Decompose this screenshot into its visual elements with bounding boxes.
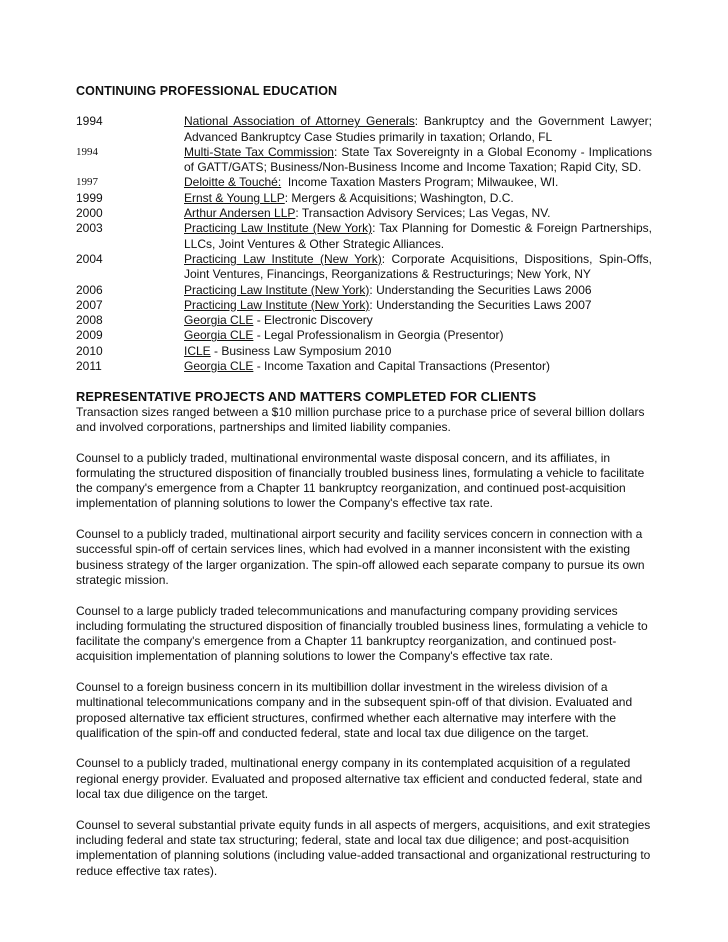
education-detail: : Corporate Acquisitions, Dispositions, Spin-Offs, Joint Ventures, Financings, Reorganizations & Restructurings; New York, NY [184, 251, 652, 282]
education-year: 1999 [76, 190, 103, 205]
education-org: Georgia CLE [184, 328, 254, 343]
projects-paragraph: Counsel to a publicly traded, multinational energy company in its contemplated acquisition of a regulated regional energy provider. Evaluated and proposed alternative tax efficient and conducted federal, state and local tax due diligence on the target. [76, 756, 643, 802]
education-org: Deloitte & Touché: [184, 175, 282, 190]
education-year: 2007 [76, 297, 103, 312]
education-description [184, 175, 652, 190]
education-detail: : Transaction Advisory Services; Las Vegas, NV. [295, 206, 551, 221]
education-entry-1997 [76, 175, 652, 190]
education-entry-2010 [76, 344, 652, 359]
education-entry-2006 [76, 283, 652, 298]
education-org: National Association of Attorney Generals [184, 114, 415, 129]
education-description [184, 328, 652, 343]
education-detail: Income Taxation Masters Program; Milwaukee, WI. [281, 175, 559, 190]
education-year: 2000 [76, 206, 103, 221]
education-year: 2009 [76, 328, 103, 343]
education-entry-2000 [76, 206, 652, 221]
education-entry-2008 [76, 313, 652, 328]
education-org: Practicing Law Institute (New York) [184, 251, 382, 266]
education-year: 1994 [76, 145, 98, 158]
education-entry-1994-mtc [76, 145, 652, 176]
education-detail: : Understanding the Securities Laws 2006 [369, 282, 592, 297]
education-org: Practicing Law Institute (New York) [184, 221, 373, 236]
education-description [184, 313, 652, 328]
education-org: Georgia CLE [184, 359, 254, 374]
education-description [184, 298, 652, 313]
education-detail: : Mergers & Acquisitions; Washington, D.C. [284, 190, 514, 205]
projects-paragraph: Counsel to a foreign business concern in its multibillion dollar investment in the wireless division of a multinational telecommunications company and in the subsequent spin-off of that division. Evaluated and proposed alternative tax efficient structures, confirmed whether each alternative may interfere with the qualification of the spin-off and conducted federal, state and local tax due diligence on the target. [76, 679, 633, 740]
education-detail: - Electronic Discovery [253, 313, 373, 328]
projects-paragraph: Counsel to a publicly traded, multinational airport security and facility services concern in connection with a successful spin-off of certain services lines, which had evolved in a manner inconsistent with the existing business strategy of the larger organization. The spin-off allowed each separate company to pursue its own strategic mission. [76, 527, 645, 587]
education-year: 2008 [76, 313, 103, 328]
education-description [184, 252, 652, 283]
education-detail: : Bankruptcy and the Government Lawyer; Advanced Bankruptcy Case Studies primarily in taxation; Orlando, FL [184, 114, 652, 144]
education-year: 2003 [76, 221, 103, 236]
education-description [184, 114, 652, 145]
projects-paragraph: Transaction sizes ranged between a $10 million purchase price to a purchase price of several billion dollars and involved corporations, partnerships and limited liability companies. [76, 404, 645, 434]
education-org: Arthur Andersen LLP [184, 206, 296, 221]
education-entry-2007 [76, 298, 652, 313]
education-detail: - Income Taxation and Capital Transactions (Presentor) [253, 359, 550, 374]
education-org: Practicing Law Institute (New York) [184, 297, 370, 312]
education-detail: : Understanding the Securities Laws 2007 [369, 297, 592, 312]
projects-paragraph: Counsel to several substantial private equity funds in all aspects of mergers, acquisitions, and exit strategies including federal and state tax structuring; federal, state and local tax due diligence; and post-acquisition implementation of planning solutions (including value-added transactional and organizational restructuring to reduce effective tax rates). [76, 817, 651, 878]
education-detail: : State Tax Sovereignty in a Global Economy - Implications of GATT/GATS; Business/Non-Business Income and Income Taxation; Rapid City, SD. [184, 144, 652, 175]
education-org: Multi-State Tax Commission [184, 144, 334, 159]
education-description [184, 359, 652, 374]
education-detail: : Tax Planning for Domestic & Foreign Partnerships, LLCs, Joint Ventures & Other Strategic Alliances. [184, 221, 652, 251]
projects-paragraph: Counsel to a large publicly traded telecommunications and manufacturing company providing services including formulating the structured disposition of financially troubled business lines, formulating a vehicle to facilitate the company's emergence from a Chapter 11 bankruptcy reorganization, and continued post-acquisition implementation of planning solutions to lower the Company's effective tax rate. [76, 603, 648, 664]
education-year: 1994 [76, 114, 103, 129]
education-description [184, 221, 652, 252]
education-description [184, 283, 652, 298]
education-description [184, 145, 652, 176]
projects-heading: REPRESENTATIVE PROJECTS AND MATTERS COMPLETED FOR CLIENTS [76, 389, 537, 405]
education-list [76, 114, 652, 374]
education-detail: - Legal Professionalism in Georgia (Presentor) [253, 328, 504, 343]
education-year: 1997 [76, 176, 98, 189]
education-year: 2010 [76, 343, 103, 358]
projects-section [76, 389, 652, 879]
education-entry-1999 [76, 191, 652, 206]
education-heading: CONTINUING PROFESSIONAL EDUCATION [76, 84, 338, 98]
education-description [184, 344, 652, 359]
education-entry-2009 [76, 328, 652, 343]
education-detail: - Business Law Symposium 2010 [210, 343, 392, 358]
education-org: ICLE [184, 343, 211, 358]
education-description [184, 206, 652, 221]
education-org: Practicing Law Institute (New York) [184, 282, 370, 297]
education-year: 2006 [76, 282, 103, 297]
education-org: Ernst & Young LLP [184, 190, 285, 205]
education-org: Georgia CLE [184, 313, 254, 328]
education-year: 2011 [76, 359, 102, 374]
education-year: 2004 [76, 251, 103, 266]
education-entry-2011 [76, 359, 652, 374]
education-entry-2003 [76, 221, 652, 252]
resume-page [76, 84, 652, 879]
projects-paragraph: Counsel to a publicly traded, multinational environmental waste disposal concern, and its affiliates, in formulating the structured disposition of financially troubled business lines, formulating a vehicle to facilitate the company's emergence from a Chapter 11 bankruptcy reorganization, and continued post-acquisition implementation of planning solutions to lower the Company's effective tax rate. [76, 450, 645, 511]
education-entry-1994-naag [76, 114, 652, 145]
education-entry-2004 [76, 252, 652, 283]
education-description [184, 191, 652, 206]
